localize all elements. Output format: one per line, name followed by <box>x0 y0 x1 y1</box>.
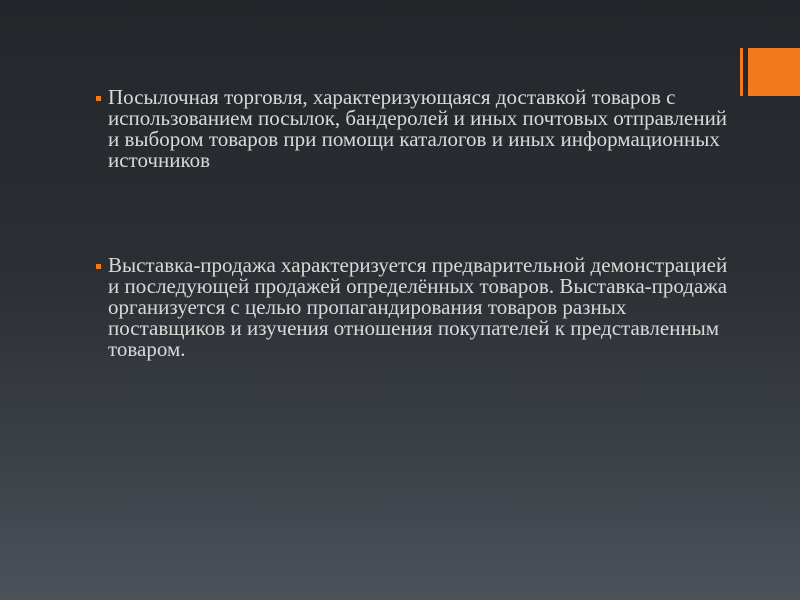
bullet-item-exhibition-sale <box>96 255 736 360</box>
bullet-text: Выставка-продажа характеризуется предварительной демонстрацией и последующей продажей определённых товаров. Выставка-продажа организуется с целью пропагандирования товаров разных поставщиков и изучения отношения покупателей к представленным товаром. <box>108 253 728 361</box>
accent-line <box>740 48 743 96</box>
bullet-item-mail-order <box>96 87 736 171</box>
accent-decoration <box>740 48 800 96</box>
square-bullet-icon <box>96 264 101 269</box>
bullet-list <box>96 87 736 360</box>
bullet-text: Посылочная торговля, характеризующаяся доставкой товаров с использованием посылок, бандеролей и иных почтовых отправлений и выбором товаров при помощи каталогов и иных информационных источников <box>108 85 728 172</box>
square-bullet-icon <box>96 96 101 101</box>
accent-block <box>748 48 800 96</box>
